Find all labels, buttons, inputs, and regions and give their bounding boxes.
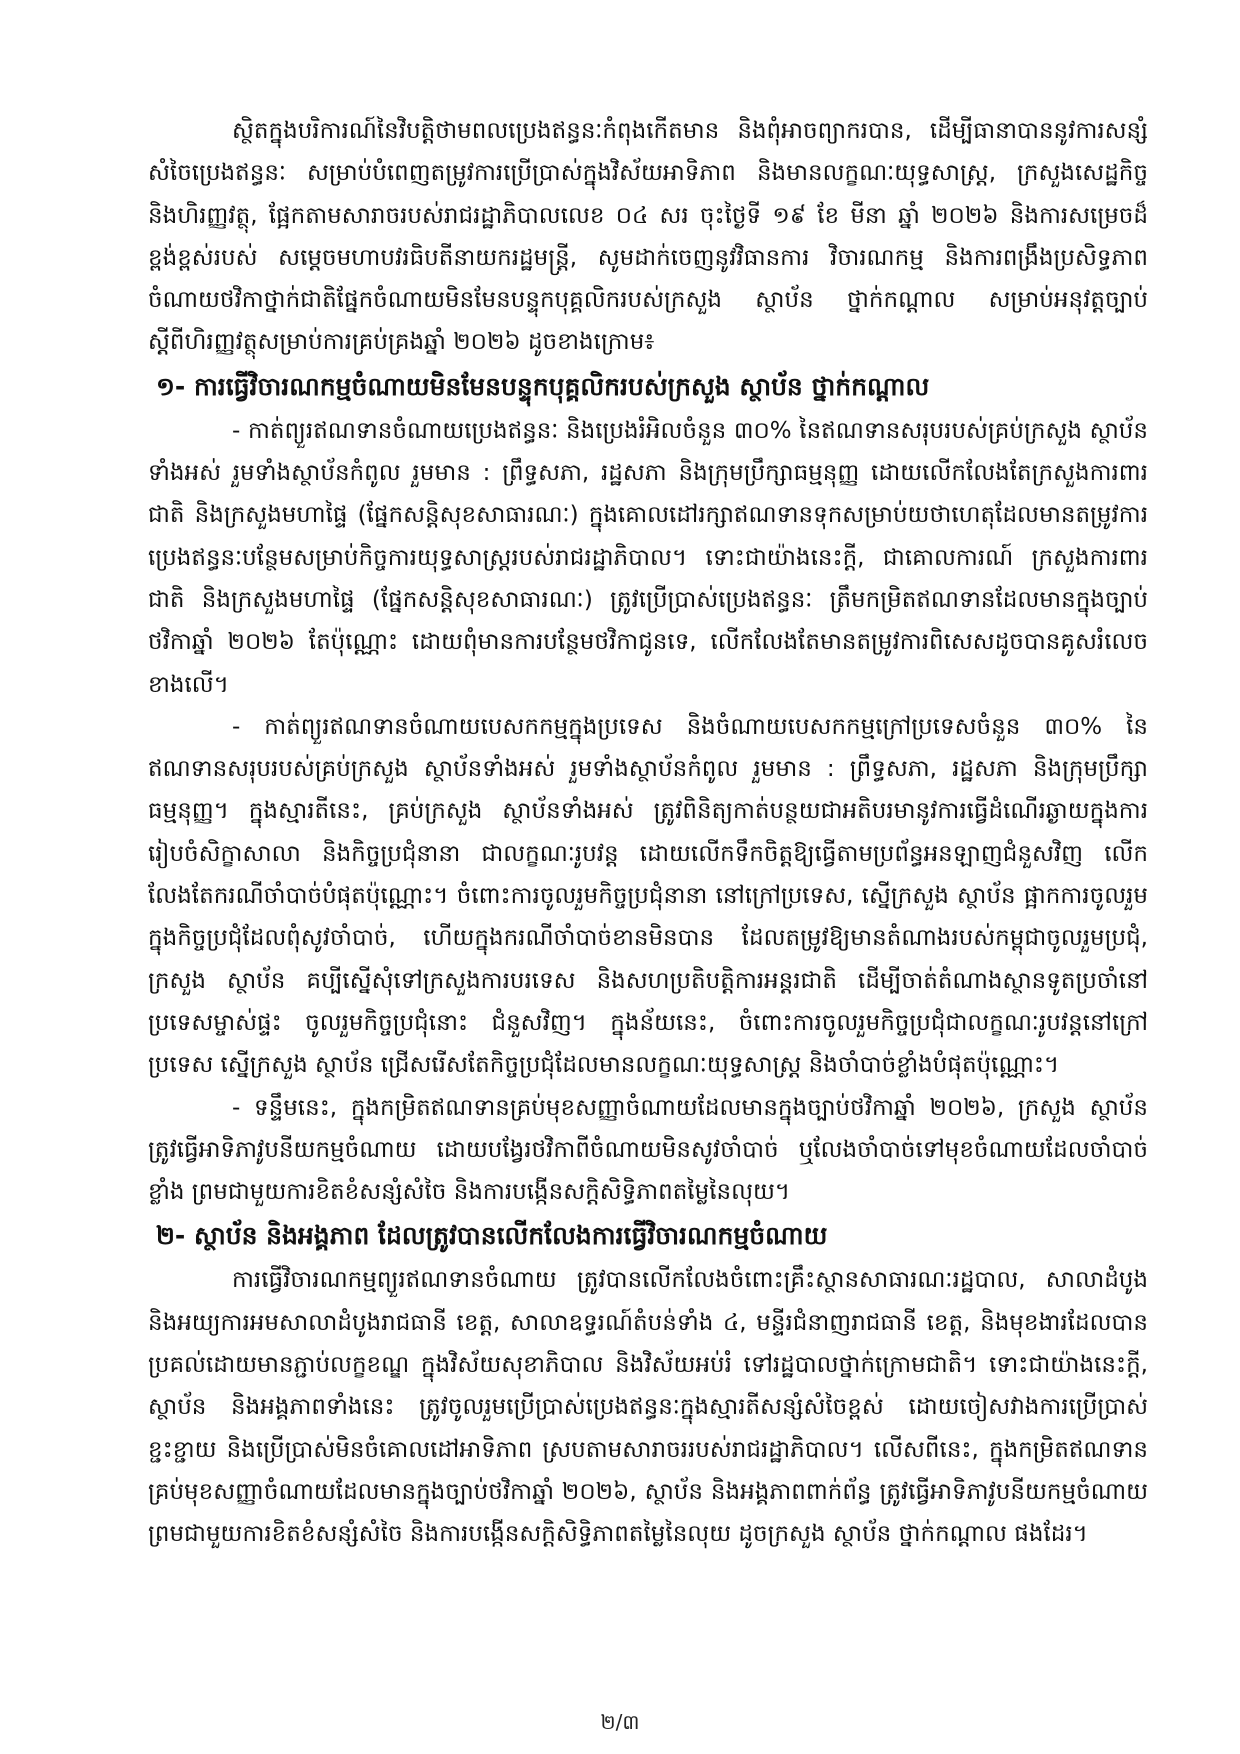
- section-1-heading: ១- ការធ្វើវិចារណកម្មចំណាយមិនមែនបន្ទុកបុគ្គលិករបស់ក្រសួង ស្ថាប័ន ថ្នាក់កណ្តាល: [156, 371, 930, 401]
- document-body: [148, 110, 1148, 1556]
- section-2-paragraph: ការធ្វើវិចារណកម្មព្យួរឥណទានចំណាយ ត្រូវបានលើកលែងចំពោះគ្រឹះស្ថានសាធារណៈរដ្ឋបាល, សាលាដំបូង និងអយ្យការអមសាលាដំបូងរាជធានី ខេត្ត, សាលាឧទ្ធរណ៍តំបន់ទាំង ៤, មន្ទីរជំនាញរាជធានី ខេត្ត, និងមុខងារដែលបានប្រគល់ដោយមានភ្ជាប់លក្ខខណ្ឌ ក្នុងវិស័យសុខាភិបាល និងវិស័យអប់រំ ទៅរដ្ឋបាលថ្នាក់ក្រោមជាតិ។ ទោះជាយ៉ាងនេះក្តី, ស្ថាប័ន និងអង្គភាពទាំងនេះ ត្រូវចូលរួមប្រើប្រាស់ប្រេងឥន្ធនៈក្នុងស្មារតីសន្សំសំចៃខ្ពស់ ដោយចៀសវាងការប្រើប្រាស់ខ្ជះខ្ជាយ និងប្រើប្រាស់មិនចំគោលដៅអាទិភាព ស្របតាមសារាចររបស់រាជរដ្ឋាភិបាល។ លើសពីនេះ, ក្នុងកម្រិតឥណទានគ្រប់មុខសញ្ញាចំណាយដែលមានក្នុងច្បាប់ថវិកាឆ្នាំ ២០២៦, ស្ថាប័ន និងអង្គភាពពាក់ព័ន្ធ ត្រូវធ្វើអាទិភាវូបនីយកម្មចំណាយ ព្រមជាមួយការខិតខំសន្សំសំចៃ និងការបង្កើនសក្តិសិទ្ធិភាពតម្លៃនៃលុយ ដូចក្រសួង ស្ថាប័ន ថ្នាក់កណ្តាល ផងដែរ។: [148, 1267, 1148, 1548]
- section-1-bullet-fuel: - កាត់ព្យួរឥណទានចំណាយប្រេងឥន្ធនៈ និងប្រេងរំអិលចំនួន ៣០% នៃឥណទានសរុបរបស់គ្រប់ក្រសួង ស្ថាប័នទាំងអស់ រួមទាំងស្ថាប័នកំពូល រួមមាន : ព្រឹទ្ធសភា, រដ្ឋសភា និងក្រុមប្រឹក្សាធម្មនុញ្ញ ដោយលើកលែងតែក្រសួងការពារជាតិ និងក្រសួងមហាផ្ទៃ (ផ្នែកសន្តិសុខសាធារណៈ) ក្នុងគោលដៅរក្សាឥណទានទុកសម្រាប់យថាហេតុដែលមានតម្រូវការប្រេងឥន្ធនៈបន្ថែមសម្រាប់កិច្ចការយុទ្ធសាស្ត្ររបស់រាជរដ្ឋាភិបាល។ ទោះជាយ៉ាងនេះក្តី, ជាគោលការណ៍ ក្រសួងការពារជាតិ និងក្រសួងមហាផ្ទៃ (ផ្នែកសន្តិសុខសាធារណៈ) ត្រូវប្រើប្រាស់ប្រេងឥន្ធនៈ ត្រឹមកម្រិតឥណទានដែលមានក្នុងច្បាប់ថវិកាឆ្នាំ ២០២៦ តែប៉ុណ្ណោះ ដោយពុំមានការបន្ថែមថវិកាជូនទេ, លើកលែងតែមានតម្រូវការពិសេសដូចបានគូសរំលេចខាងលើ។: [148, 417, 1148, 698]
- intro-paragraph: ស្ថិតក្នុងបរិការណ៍នៃវិបត្តិថាមពលប្រេងឥន្ធនៈកំពុងកើតមាន និងពុំអាចព្យាករបាន, ដើម្បីធានាបាននូវការសន្សំសំចៃប្រេងឥន្ធនៈ សម្រាប់បំពេញតម្រូវការប្រើប្រាស់ក្នុងវិស័យអាទិភាព និងមានលក្ខណៈយុទ្ធសាស្ត្រ, ក្រសួងសេដ្ឋកិច្ចនិងហិរញ្ញវត្ថុ, ផ្អែកតាមសារាចរបស់រាជរដ្ឋាភិបាលលេខ ០៤ សរ ចុះថ្ងៃទី ១៩ ខែ មីនា ឆ្នាំ ២០២៦ និងការសម្រេចដ៏ខ្ពង់ខ្ពស់របស់ សម្តេចមហាបវរធិបតីនាយករដ្ឋមន្ត្រី, សូមដាក់ចេញនូវវិធានការ វិចារណកម្ម និងការពង្រឹងប្រសិទ្ធភាពចំណាយថវិកាថ្នាក់ជាតិផ្នែកចំណាយមិនមែនបន្ទុកបុគ្គលិករបស់ក្រសួង ស្ថាប័ន ថ្នាក់កណ្តាល សម្រាប់អនុវត្តច្បាប់ស្តីពីហិរញ្ញវត្ថុសម្រាប់ការគ្រប់គ្រងឆ្នាំ ២០២៦ ដូចខាងក្រោម៖: [148, 118, 1148, 356]
- page-number: ២/៣: [600, 1710, 640, 1734]
- section-2-heading: ២- ស្ថាប័ន និងអង្គភាព ដែលត្រូវបានលើកលែងការធ្វើវិចារណកម្មចំណាយ: [156, 1221, 828, 1251]
- section-1-bullet-prioritization: - ទន្ទឹមនេះ, ក្នុងកម្រិតឥណទានគ្រប់មុខសញ្ញាចំណាយដែលមានក្នុងច្បាប់ថវិកាឆ្នាំ ២០២៦, ក្រសួង ស្ថាប័ន ត្រូវធ្វើអាទិភាវូបនីយកម្មចំណាយ ដោយបង្វែរថវិកាពីចំណាយមិនសូវចាំបាច់ ឬលែងចាំបាច់ទៅមុខចំណាយដែលចាំបាច់ខ្លាំង ព្រមជាមួយការខិតខំសន្សំសំចៃ និងការបង្កើនសក្តិសិទ្ធិភាពតម្លៃនៃលុយ។: [148, 1094, 1148, 1206]
- section-1-bullet-mission: - កាត់ព្យួរឥណទានចំណាយបេសកកម្មក្នុងប្រទេស និងចំណាយបេសកកម្មក្រៅប្រទេសចំនួន ៣០% នៃឥណទានសរុបរបស់គ្រប់ក្រសួង ស្ថាប័នទាំងអស់ រួមទាំងស្ថាប័នកំពូល រួមមាន : ព្រឹទ្ធសភា, រដ្ឋសភា និងក្រុមប្រឹក្សាធម្មនុញ្ញ។ ក្នុងស្មារតីនេះ, គ្រប់ក្រសួង ស្ថាប័នទាំងអស់ ត្រូវពិនិត្យកាត់បន្ថយជាអតិបរមានូវការធ្វើដំណើរឆ្ងាយក្នុងការរៀបចំសិក្ខាសាលា និងកិច្ចប្រជុំនានា ជាលក្ខណៈរូបវន្ត ដោយលើកទឹកចិត្តឱ្យធ្វើតាមប្រព័ន្ធអនឡាញជំនួសវិញ លើកលែងតែករណីចាំបាច់បំផុតប៉ុណ្ណោះ។ ចំពោះការចូលរួមកិច្ចប្រជុំនានា នៅក្រៅប្រទេស, ស្នើក្រសួង ស្ថាប័ន ផ្អាកការចូលរួមក្នុងកិច្ចប្រជុំដែលពុំសូវចាំបាច់, ហើយក្នុងករណីចាំបាច់ខានមិនបាន ដែលតម្រូវឱ្យមានតំណាងរបស់កម្ពុជាចូលរួមប្រជុំ, ក្រសួង ស្ថាប័ន គប្បីស្នើសុំទៅក្រសួងការបរទេស និងសហប្រតិបត្តិការអន្តរជាតិ ដើម្បីចាត់តំណាងស្ថានទូតប្រចាំនៅប្រទេសម្ចាស់ផ្ទះ ចូលរួមកិច្ចប្រជុំនោះ ជំនួសវិញ។ ក្នុងន័យនេះ, ចំពោះការចូលរួមកិច្ចប្រជុំជាលក្ខណៈរូបវន្តនៅក្រៅប្រទេស ស្នើក្រសួង ស្ថាប័ន ជ្រើសរើសតែកិច្ចប្រជុំដែលមានលក្ខណៈយុទ្ធសាស្ត្រ និងចាំបាច់ខ្លាំងបំផុតប៉ុណ្ណោះ។: [148, 713, 1148, 1079]
